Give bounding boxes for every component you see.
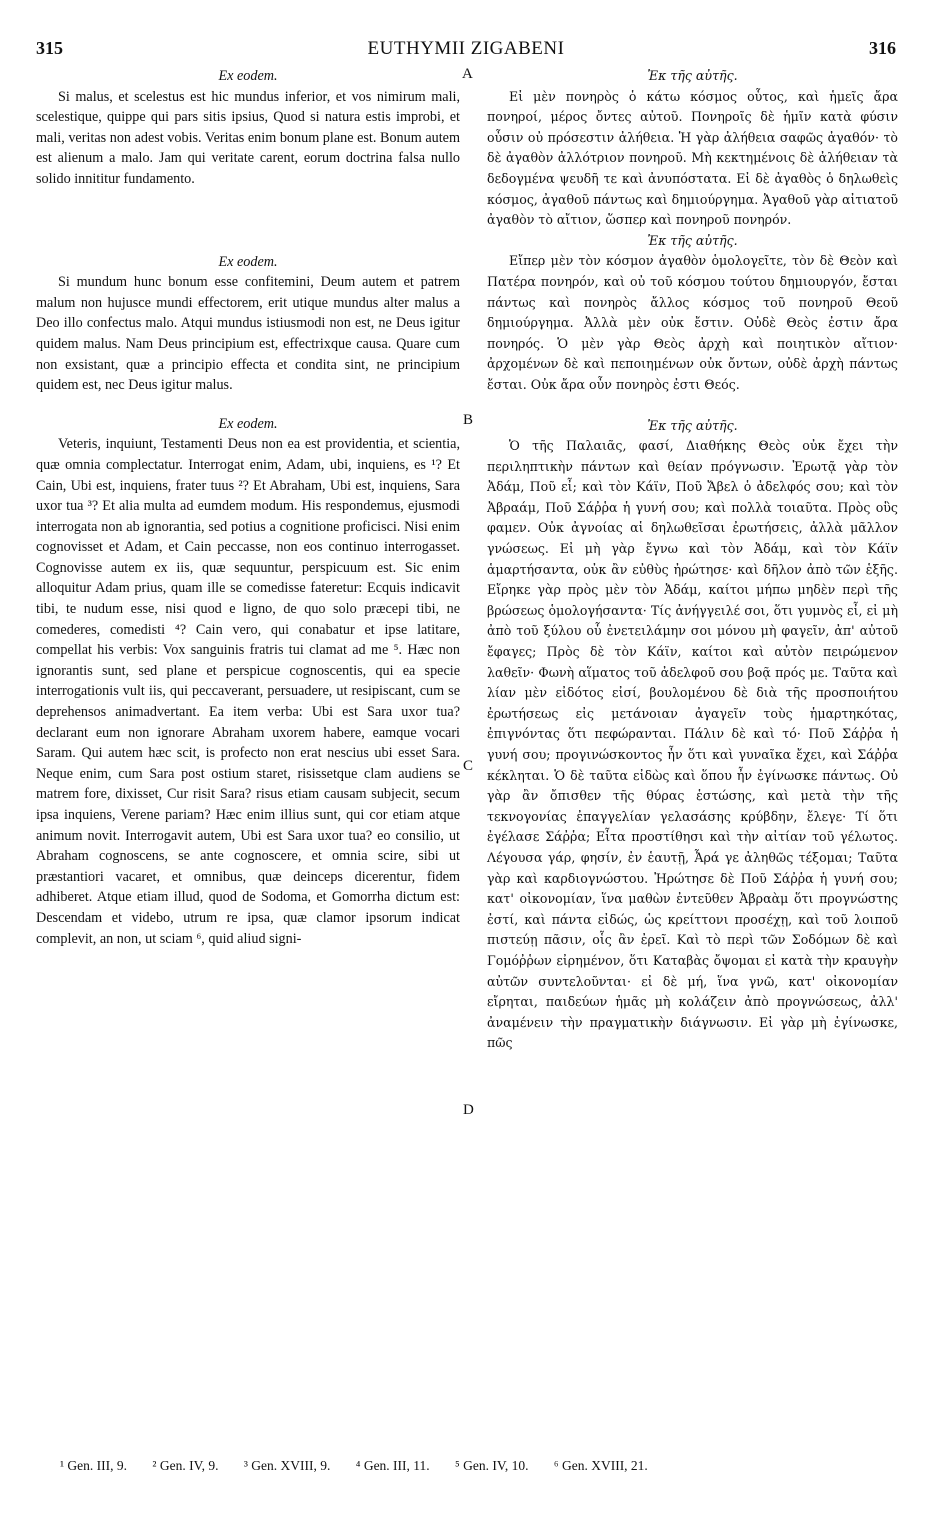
footnote: ⁶ Gen. XVIII, 21. [553, 1458, 648, 1473]
footnote: ² Gen. IV, 9. [152, 1458, 219, 1473]
greek-section-title: Ἐκ τῆς αὐτῆς. [647, 417, 738, 433]
footnotes [60, 1458, 880, 1474]
latin-paragraph: Si malus, et scelestus est hic mundus inferior, et vos nimirum mali, scelestique, quippe qui pars sitis ipsius, Quod si natura estis improbi, et mali, veritas non adest vobis. Veritas enim bonum plane est. Bonum autem est alienum a malo. Jam qui veritate carent, eorum doctrina falsa nullo solido innititur fundamento. [36, 88, 460, 187]
running-title: EUTHYMII ZIGABENI [367, 38, 565, 59]
footnote: ³ Gen. XVIII, 9. [243, 1458, 331, 1473]
greek-paragraph: Εἰ μὲν πονηρὸς ὁ κάτω κόσμος οὗτος, καὶ ἡμεῖς ἄρα πονηροί, μέρος ὄντες αὐτοῦ. Πονηροῖς δὲ ἡμῖν κατὰ φύσιν οὖσιν οὐ πρόσεστιν ἀλήθεια. Ἡ γὰρ ἀλήθεια σαφῶς ἀγαθόν· τὸ δὲ ἀγαθὸν ἀλλότριον πονηροῦ. Μὴ κεκτημένοις δὲ ἀλήθειαν τὰ δεδογμένα ψευδῆ τε καὶ ἀνυπόστατα. Εἰ δὲ ἀγαθὸς ὁ δηλωθεὶς κόσμος, ἀγαθοῦ πάντως καὶ δημιούργημα. Ἀγαθοῦ γὰρ αἰτιατοῦ ἀγαθὸν τὸ αἴτιον, ὥσπερ καὶ πονηροῦ πονηρόν. [487, 88, 898, 228]
greek-paragraph: Ὁ τῆς Παλαιᾶς, φασί, Διαθήκης Θεὸς οὐκ ἔχει τὴν περιληπτικὴν πάντων καὶ θείαν πρόγνωσιν. Ἐρωτᾷ γὰρ τὸν Ἀδάμ, Ποῦ εἶ; καὶ τὸν Κάϊν, Ποῦ Ἄβελ ὁ ἀδελφός σου; καὶ τὸν Ἀβραάμ, Ποῦ Σάῤῥα ἡ γυνή σου; καὶ πολλὰ τοιαῦτα. Πρὸς οὓς φαμεν. Οὐκ ἀγνοίας αἱ δηλωθεῖσαι ἐρωτήσεις, ἀλλὰ μᾶλλον γνώσεως. Εἰ μὴ γὰρ ἔγνω καὶ τὸν Ἀδάμ, καὶ τὸν Κάϊν ἁμαρτήσαντα, οὐκ ἂν εὐθὺς ἠρώτησε· καὶ δῆλον ἀπὸ τῶν ἑξῆς. Εἴρηκε γὰρ πρὸς μὲν τὸν Ἀδάμ, καίτοι μήπω μηδὲν περὶ τῆς βρώσεως ὁμολογήσαντα· Τίς ἀνήγγειλέ σοι, ὅτι γυμνὸς εἶ, εἰ μὴ ἀπὸ τοῦ ξύλου οὗ ἐνετειλάμην σοι μόνου μὴ φαγεῖν, ἀπ' αὐτοῦ ἔφαγες; Πρὸς δὲ τὸν Κάϊν, καίτοι καὶ αὐτὸν πειρώμενον λαθεῖν· Φωνὴ αἵματος τοῦ ἀδελφοῦ σου βοᾷ πρός με. Ταῦτα καὶ λίαν μὲν εἰδότος εἰσί, βουλομένου δὲ διὰ τῆς προσποιήτου ἐρωτήσεως εἰς μετάνοιαν ἀγαγεῖν τοὺς ἡμαρτηκότας, ἐπιγνόντας ὅτι πεφώρανται. Πάλιν δὲ καὶ τό· Ποῦ Σάῤῥα ἡ γυνή σου; προγινώσκοντος ἦν ὅτι καὶ γυναῖκα ἔχει, καὶ Σάῤῥα κέκληται. Ὁ δὲ ταῦτα εἰδὼς καὶ ὅπου ἦν ἐγίνωσκε πάντως. Οὐ γὰρ ἂν ὄπισθεν τῆς θύρας ἑστώσης, καὶ μετὰ τὴν τῆς τεκνογονίας ἐπαγγελίαν γελασάσης κρύβδην, ἔλεγε· Τί ὅτι ἐγέλασε Σάῤῥα; Εἶτα προστίθησι καὶ τὴν αἰτίαν τοῦ γέλωτος. Λέγουσα γάρ, φησίν, ἐν ἑαυτῇ, Ἆρά γε ἀληθῶς τέξομαι; Ταῦτα γὰρ καὶ καρδιογνώστου. Ἠρώτησε δὲ Ποῦ Σάῤῥα ἡ γυνή σου; κατ' οἰκονομίαν, ἵνα μαθὼν ἐντεῦθεν Ἀβραὰμ ὅτι προγνώστης ἐστί, καὶ πάντα εἰδώς, ὡς κρείττονι προσέχῃ, καὶ τοῦ λοιποῦ πιστεύῃ πᾶσιν, οἷς ἂν ἐρεῖ. Καὶ τὸ περὶ τῶν Σοδόμων δὲ καὶ Γομόῤῥων εἰρημένον, ὅτι Καταβὰς ὄψομαι εἰ κατὰ τὴν κραυγὴν αὐτῶν συντελοῦνται· εἰ δὲ μή, ἵνα γνῶ, κατ' οἰκονομίαν εἴρηται, παιδεύων ἡμᾶς μὴ κολάζειν ἀπὸ προγνώσεως, ἀλλ' ἀναμένειν τὴν πραγματικὴν διάγνωσιν. Εἰ γὰρ μὴ ἐγίνωσκε, πῶς [487, 438, 898, 1051]
running-header [36, 38, 896, 62]
latin-paragraph: Si mundum hunc bonum esse confitemini, Deum autem et patrem malum non hujusce mundi effectorem, erit utique mundus alter malus a Deo illo confectus malo. Atqui mundus istiusmodi non est, ne Deus igitur quidem malus. Nam Deus principium est, effectrixque causa. Quare cum non exsistant, quæ a principio effecta et condita sint, ne principium quidem est, nec Deus igitur malus. [36, 274, 460, 394]
section-marker-a: A [462, 66, 473, 82]
latin-section-title: Ex eodem. [218, 253, 278, 270]
footnote: ⁵ Gen. IV, 10. [455, 1458, 529, 1473]
latin-section-title: Ex eodem. [218, 68, 278, 84]
section-marker-c: C [463, 758, 474, 774]
left-page-number: 315 [36, 38, 63, 58]
section-marker-d: D [463, 1102, 474, 1118]
greek-column [487, 66, 898, 1054]
footnote: ⁴ Gen. III, 11. [355, 1458, 430, 1473]
latin-section-title: Ex eodem. [218, 415, 278, 432]
latin-paragraph: Veteris, inquiunt, Testamenti Deus non ea est providentia, et scientia, quæ omnia complectatur. Interrogat enim, Adam, ubi, inquiens, es ¹? Et Cain, Ubi est, inquiens, frater tuus ²? Et Abraham, Ubi est, inquiens, Sara uxor tua ³? Et alia multa ad eumdem modum. His respondemus, ejusmodi interrogata non ab ignorantia, sed potius a cognitione proficisci. Nisi enim cognovisset et Adam, et Cain peccasse, non eos continuo interrogasset. Cognovisse autem ex iis, quæ sequuntur, perspicuum est. Sic enim alloquitur Adam prius, quam ille se comedisse fateretur: Ecquis indicavit tibi, te nudum esse, nisi quod e ligno, de quo solo præcepi tibi, ne comederes, comedisti ⁴? Cain vero, qui conabatur et ipse latitare, compellat his verbis: Vox sanguinis fratris tui clamat ad me ⁵. Hæc non ignorantis sunt, sed plane et perspicue cognoscentis, qui ea specie interrogationis vult iis, qui peccaverant, persuadere, ut resipiscant, cum se deprehensos animadvertant. Ea item verba: Ubi est Sara uxor tua? declarant eum non ignorare Abraham uxorem habere, eamque vocari Saram. Qui autem hæc scit, is profecto non erat nescius ubi esset Sara. Neque enim, cum Sara post ostium staret, risissetque clam audiens se matrem fore, dixisset, Cur risit Sara? risus etiam causam subjecit, secum ipsa inquiens, Verene pariam? Hæc enim illius sunt, qui cor etiam atque animum novit. Interrogavit autem, Ubi est Sara uxor tua? eo consilio, ut Abraham cognoscens, se ante cognoscere, et omnia scire, sibi ut præstantiori vacaret, et omnibus, quæ deinceps dicerentur, fidem adhiberet. Atque etiam illud, quod de Sodoma, et Gomorrha dictum est: Descendam et videbo, utrum re ipsa, quæ clamor ipsorum indicat complevit, an non, ut sciam ⁶, quid aliud signi- [36, 436, 460, 947]
greek-paragraph: Εἴπερ μὲν τὸν κόσμον ἀγαθὸν ὁμολογεῖτε, τὸν δὲ Θεὸν καὶ Πατέρα πονηρόν, καὶ οὐ τοῦ κόσμου τούτου δημιουργόν, ἔσται πάντως καὶ πονηρὸς ἄλλος κόσμος τοῦ πονηροῦ Θεοῦ δημιούργημα. Ἀλλὰ μὲν οὐκ ἔστιν. Οὐδὲ Θεὸς ἐστιν ἄρα πονηρός. Ὁ μὲν γὰρ Θεὸς ἀρχὴ καὶ ποιητικὸν αἴτιον· ἀρχομένων δὲ καὶ πεποιημένων οὐκ ὄντων, οὐδὲ ἀρχὴ πάντως ἔσται. Οὐκ ἄρα οὖν πονηρὸς ἐστι Θεός. [487, 253, 898, 392]
section-marker-b: B [463, 412, 474, 428]
greek-section-title: Ἐκ τῆς αὐτῆς. [647, 232, 738, 248]
latin-column [36, 66, 460, 949]
right-page-number: 316 [869, 38, 896, 58]
greek-section-title: Ἐκ τῆς αὐτῆς. [647, 68, 738, 83]
footnote: ¹ Gen. III, 9. [60, 1458, 128, 1473]
